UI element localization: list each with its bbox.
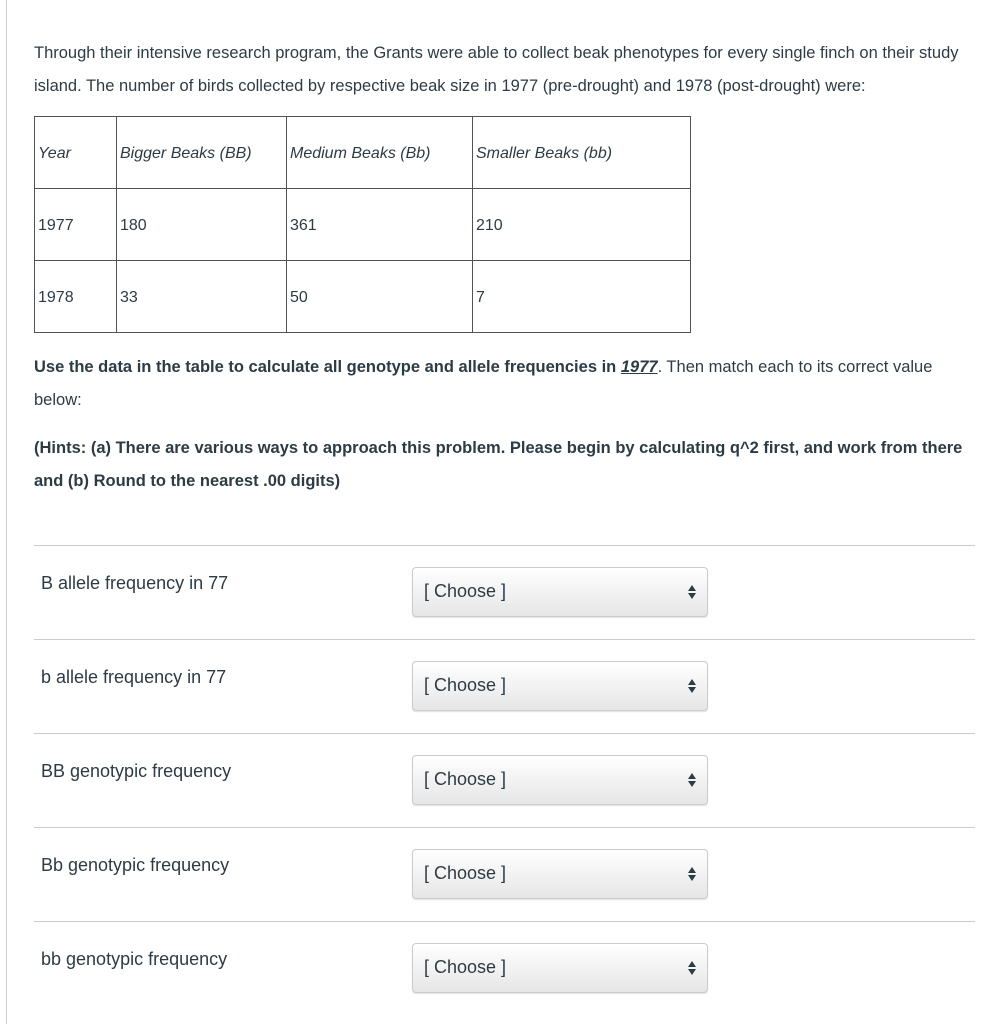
answer-dropdown[interactable] — [412, 661, 708, 711]
table-cell: 361 — [287, 189, 473, 261]
answer-dropdown[interactable] — [412, 849, 708, 899]
table-row — [35, 261, 691, 333]
table-header-cell: Year — [35, 117, 117, 189]
table-cell: 1978 — [35, 261, 117, 333]
beak-data-table — [34, 116, 691, 333]
instructions-text — [34, 351, 979, 417]
table-header-cell: Medium Beaks (Bb) — [287, 117, 473, 189]
answer-label: b allele frequency in 77 — [41, 667, 227, 687]
dropdown-value: [ Choose ] — [424, 581, 507, 601]
answer-row — [34, 639, 975, 733]
instructions-year: 1977 — [620, 358, 658, 376]
table-header-row — [35, 117, 691, 189]
dropdown-value: [ Choose ] — [424, 957, 507, 977]
instructions-rest: . Then match each to its correct value below: — [34, 358, 933, 409]
answer-dropdown[interactable] — [412, 755, 708, 805]
intro-text: Through their intensive research program, the Grants were able to collect beak phenotypes for every single finch on their study island. The number of birds collected by respective beak size in 1977 (pre-drought) and 1978 (post-drought) were: — [34, 44, 959, 95]
answer-dropdown[interactable] — [412, 567, 708, 617]
table-cell: 1977 — [35, 189, 117, 261]
answer-row — [34, 827, 975, 921]
table-cell: 210 — [473, 189, 691, 261]
answer-row — [34, 545, 975, 639]
answer-row — [34, 733, 975, 827]
dropdown-arrows-icon — [687, 956, 697, 980]
dropdown-arrows-icon — [687, 862, 697, 886]
answer-label: B allele frequency in 77 — [41, 573, 229, 593]
table-cell: 180 — [117, 189, 287, 261]
table-row — [35, 189, 691, 261]
instructions-bold: Use the data in the table to calculate all genotype and allele frequencies in — [34, 358, 621, 376]
table-cell: 50 — [287, 261, 473, 333]
table-header-cell: Bigger Beaks (BB) — [117, 117, 287, 189]
left-border — [6, 0, 7, 1024]
answer-label: bb genotypic frequency — [41, 949, 228, 969]
answer-label: Bb genotypic frequency — [41, 855, 230, 875]
table-cell: 33 — [117, 261, 287, 333]
dropdown-value: [ Choose ] — [424, 769, 507, 789]
dropdown-arrows-icon — [687, 580, 697, 604]
hint-text: (Hints: (a) There are various ways to approach this problem. Please begin by calculating q^2 first, and work from there and (b) Round to the nearest .00 digits) — [34, 439, 963, 490]
answer-list — [34, 545, 975, 1015]
dropdown-value: [ Choose ] — [424, 863, 507, 883]
table-header-cell: Smaller Beaks (bb) — [473, 117, 691, 189]
answer-row — [34, 921, 975, 1015]
dropdown-value: [ Choose ] — [424, 675, 507, 695]
answer-label: BB genotypic frequency — [41, 761, 232, 781]
dropdown-arrows-icon — [687, 768, 697, 792]
dropdown-arrows-icon — [687, 674, 697, 698]
answer-dropdown[interactable] — [412, 943, 708, 993]
table-cell: 7 — [473, 261, 691, 333]
